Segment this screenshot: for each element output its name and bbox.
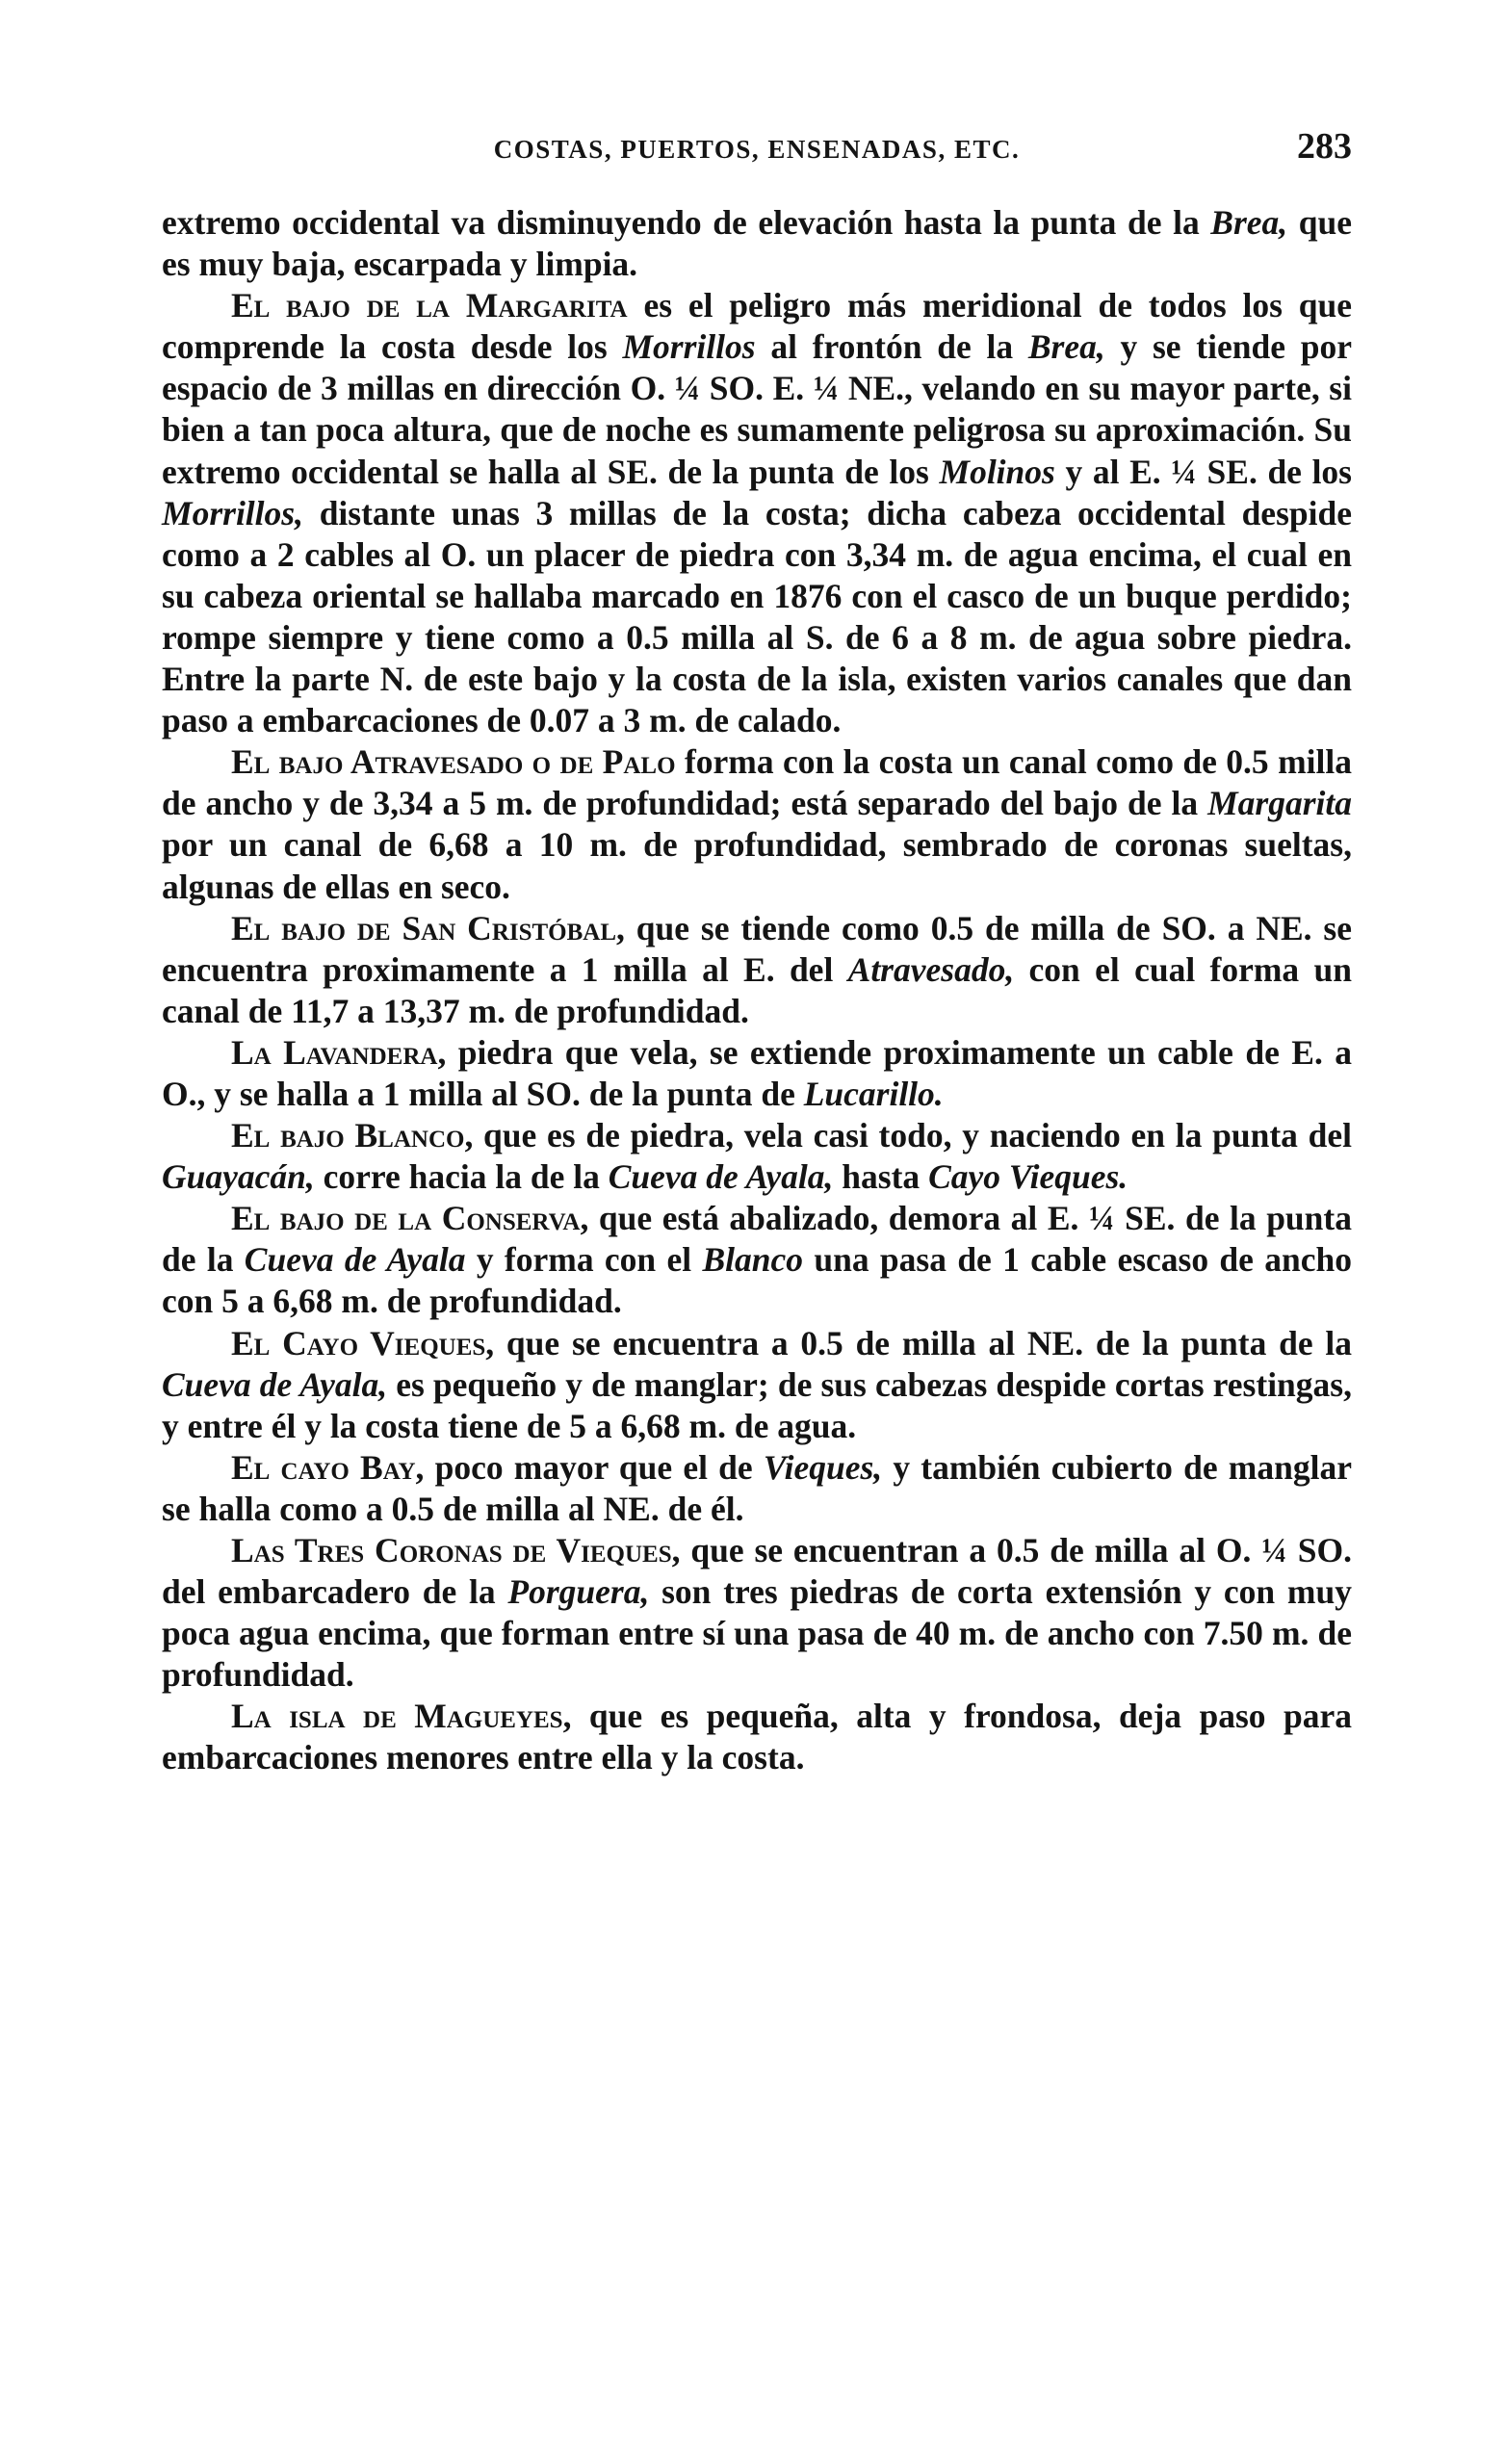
- text-run: que es muy baja, escarpada y limpia.: [162, 203, 1353, 284]
- entry-heading: El cayo Bay,: [231, 1447, 425, 1487]
- place-name: Lucarillo.: [803, 1074, 944, 1113]
- paragraph-bajo-margarita: [162, 285, 1352, 741]
- text-run: y forma con el: [465, 1240, 703, 1280]
- paragraph-bajo-atravesado: [162, 741, 1352, 907]
- paragraph-cayo-bay: [162, 1447, 1352, 1530]
- text-run: por un canal de 6,68 a 10 m. de profundidad, sembrado de coronas sueltas, algunas de ellas en seco.: [162, 825, 1352, 906]
- entry-heading: El Cayo Vieques,: [231, 1323, 495, 1362]
- page-header: [162, 125, 1352, 185]
- text-run: que es pequeña, alta y frondosa, deja paso para embarcaciones menores entre ella y la costa.: [162, 1697, 1352, 1777]
- place-name: Cueva de Ayala,: [162, 1364, 388, 1404]
- text-run: distante unas 3 millas de la costa; dicha cabeza occidental despide como a 2 cables al O. un placer de piedra con 3,34 m. de agua encima, el cual en su cabeza oriental se hallaba marcado en 1876 con el casco de un buque perdido; rompe siempre y tiene como a 0.5 milla al S. de 6 a 8 m. de agua sobre piedra. Entre la parte N. de este bajo y la costa de la isla, existen varios canales que dan paso a embarcaciones de 0.07 a 3 m. de calado.: [162, 493, 1352, 740]
- place-name: Cueva de Ayala: [244, 1240, 466, 1280]
- entry-heading: La Lavandera,: [231, 1032, 447, 1072]
- text-run: es pequeño y de manglar; de sus cabezas despide cortas restingas, y entre él y la costa tiene de 5 a 6,68 m. de agua.: [162, 1364, 1352, 1445]
- paragraph-tres-coronas: [162, 1530, 1352, 1696]
- paragraph-bajo-conserva: [162, 1198, 1352, 1322]
- body-text: [162, 202, 1352, 1779]
- text-run: al frontón de la: [755, 327, 1028, 367]
- place-name: Margarita: [1207, 784, 1352, 823]
- entry-heading: Las Tres Coronas de Vieques,: [231, 1531, 681, 1569]
- text-run: que se encuentra a 0.5 de milla al NE. de la punta de la: [494, 1323, 1352, 1362]
- entry-heading: El bajo de San Cristóbal,: [231, 908, 625, 947]
- entry-heading: El bajo de la Margarita: [231, 286, 628, 325]
- text-run: con el cual forma un canal de 11,7 a 13,37 m. de profundidad.: [162, 949, 1352, 1030]
- paragraph-continuation: [162, 202, 1352, 285]
- paragraph-bajo-san-cristobal: [162, 908, 1352, 1032]
- entry-heading: El bajo Blanco,: [231, 1116, 474, 1155]
- text-run: corre hacia la de la: [314, 1157, 609, 1197]
- page-number: 283: [1297, 126, 1352, 167]
- place-name: Brea,: [1027, 327, 1105, 367]
- text-run: que es de piedra, vela casi todo, y naciendo en la punta del: [473, 1116, 1352, 1155]
- place-name: Porguera,: [507, 1572, 650, 1612]
- text-run: y se tiende por espacio de 3 millas en dirección O. ¼ SO. E. ¼ NE., velando en su mayor parte, si bien a tan poca altura, que de noche es sumamente peligrosa su aproximación. Su extremo occidental se halla al SE. de la punta de los: [162, 327, 1352, 491]
- place-name: Atravesado,: [847, 949, 1015, 989]
- text-run: y al E. ¼ SE. de los: [1054, 452, 1352, 491]
- paragraph-bajo-blanco: [162, 1115, 1352, 1198]
- text-run: extremo occidental va disminuyendo de elevación hasta la punta de la: [162, 203, 1211, 242]
- place-name: Cueva de Ayala,: [608, 1157, 834, 1197]
- text-run: una pasa de 1 cable escaso de ancho con 5 a 6,68 m. de profundidad.: [162, 1240, 1352, 1321]
- text-run: que se tiende como 0.5 de milla de SO. a NE. se encuentra proximamente a 1 milla al E. del: [162, 908, 1352, 989]
- text-run: poco mayor que el de: [424, 1447, 764, 1487]
- paragraph-cayo-vieques: [162, 1323, 1352, 1447]
- place-name: Cayo Vieques.: [928, 1157, 1128, 1197]
- entry-heading: El bajo Atravesado o de Palo: [231, 742, 676, 782]
- text-run: forma con la costa un canal como de 0.5 milla de ancho y de 3,34 a 5 m. de profundidad; está separado del bajo de la: [162, 742, 1352, 823]
- entry-heading: El bajo de la Conserva,: [231, 1199, 589, 1238]
- text-run: que está abalizado, demora al E. ¼ SE. de la punta de la: [162, 1199, 1352, 1280]
- paragraph-isla-magueyes: [162, 1696, 1352, 1778]
- entry-heading: La isla de Magueyes,: [231, 1697, 572, 1736]
- text-run: es el peligro más meridional de todos los que comprende la costa desde los: [162, 286, 1352, 367]
- text-run: piedra que vela, se extiende proximamente un cable de E. a O., y se halla a 1 milla al SO. de la punta de: [162, 1032, 1352, 1113]
- place-name: Vieques,: [763, 1447, 883, 1487]
- text-run: hasta: [833, 1157, 929, 1197]
- text-run: que se encuentran a 0.5 de milla al O. ¼ SO. del embarcadero de la: [162, 1531, 1352, 1612]
- place-name: Blanco: [702, 1240, 804, 1280]
- text-run: y también cubierto de manglar se halla como a 0.5 de milla al NE. de él.: [162, 1447, 1352, 1528]
- place-name: Brea,: [1210, 203, 1288, 242]
- paragraph-la-lavandera: [162, 1032, 1352, 1115]
- running-head: COSTAS, PUERTOS, ENSENADAS, ETC.: [493, 135, 1021, 164]
- text-run: son tres piedras de corta extensión y con muy poca agua encima, que forman entre sí una pasa de 40 m. de ancho con 7.50 m. de profundidad.: [162, 1572, 1352, 1695]
- place-name: Molinos: [939, 452, 1055, 491]
- place-name: Morrillos,: [162, 493, 303, 532]
- document-page: [162, 125, 1352, 1779]
- place-name: Morrillos: [622, 327, 756, 367]
- place-name: Guayacán,: [162, 1157, 315, 1197]
